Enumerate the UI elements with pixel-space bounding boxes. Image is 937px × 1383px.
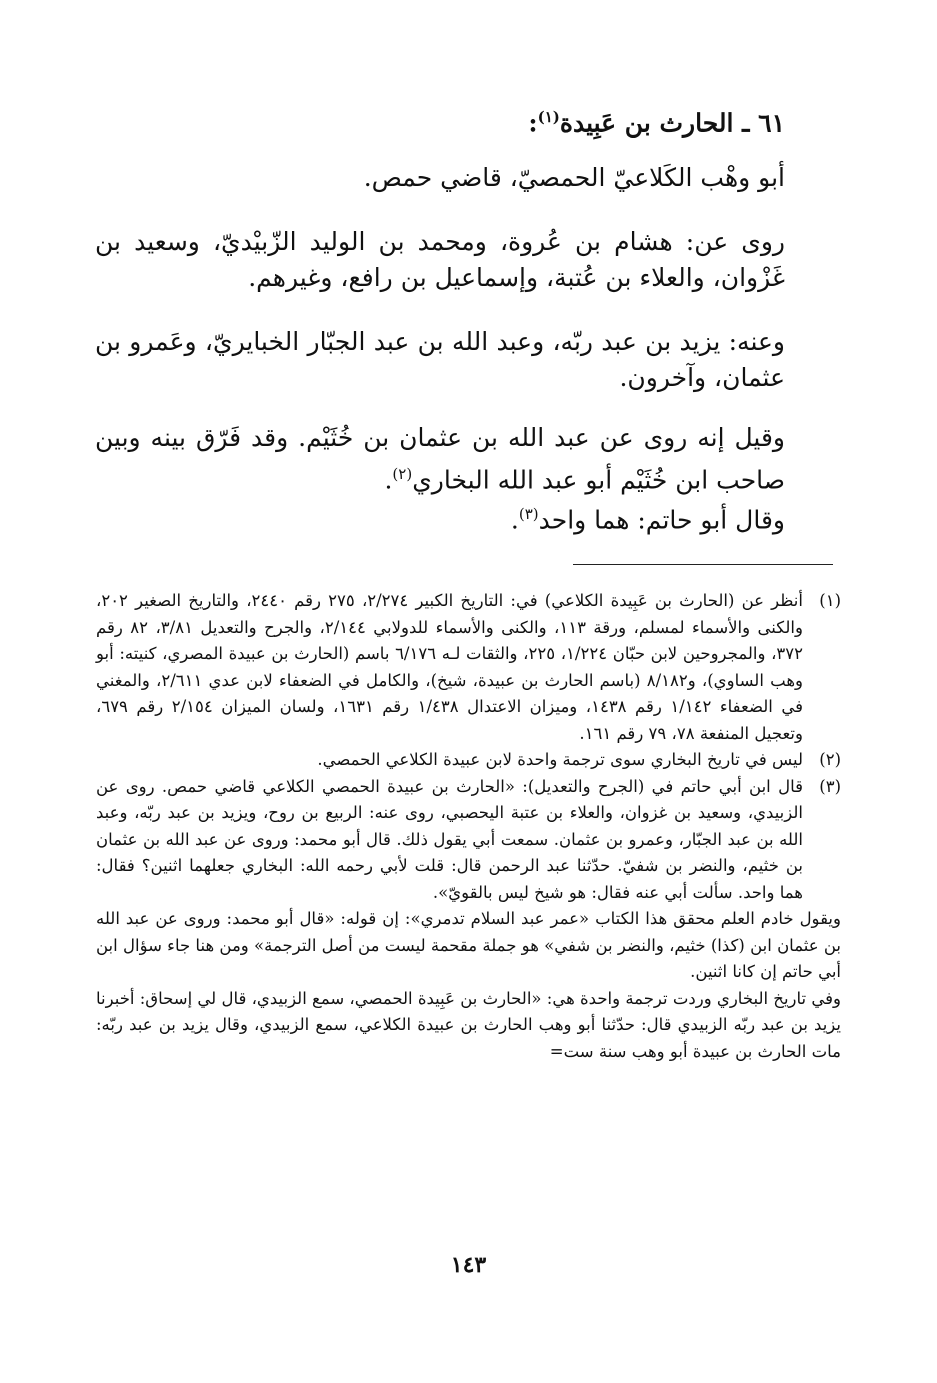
footnote-text: أنظر عن (الحارث بن عَبِيدة الكلاعي) في: التاريخ الكبير ٢/٢٧٤، ٢٧٥ رقم ٢٤٤٠، والتاريخ الصغير ٢٠٢، والكنى والأسماء لمسلم، ورقة ١١٣، والكنى والأسماء للدولابي ٢/١٤٤، والجرح والتعديل ٣/٨١، ٨٢ رقم ٣٧٢، والمجروحين لابن حبّان ١/٢٢٤، ٢٢٥، والثقات لـه ٦/١٧٦ باسم (الحارث بن عبيدة المصري، كنيته: أبو وهب الساوي)، و٨/١٨٢ (باسم الحارث بن عبيدة، شيخ)، والكامل في الضعفاء لابن عدي ٢/٦١١، والمغني في الضعفاء ١/١٤٢ رقم ١٤٣٨، وميزان الاعتدال ١/٤٣٨ رقم ١٦٣١، ولسان الميزان ٢/١٥٤ رقم ٦٧٩، وتعجيل المنفعة ٧٨، ٧٩ رقم ١٦١. (96, 591, 804, 743)
narrators-paragraph: وعنه: يزيد بن عبد ربّه، وعبد الله بن عبد الجبّار الخبايريّ، وعَمرو بن عثمان، وآخرون. (95, 327, 785, 392)
kunya-line: أبو وهْب الكَلاعيّ الحمصيّ، قاضي حمص. (363, 163, 785, 192)
footnote-3 (96, 774, 841, 907)
entry-title (95, 108, 785, 137)
abu-hatim-line (95, 496, 785, 538)
entry-title-text: ٦١ ـ الحارث بن عَبِيدة (559, 108, 785, 138)
footnote-separator (573, 564, 833, 565)
footnote-2 (96, 747, 841, 774)
entry-title-end: : (528, 108, 538, 138)
footnote-ref-1[interactable]: (١) (537, 108, 560, 126)
footnote-number: (٢) (819, 750, 841, 769)
abu-hatim-end: . (510, 505, 519, 535)
footnote-text: ليس في تاريخ البخاري سوى ترجمة واحدة لابن عبيدة الكلاعي الحمصي. (317, 750, 803, 769)
editor-note-1: ويقول خادم العلم محقق هذا الكتاب «عمر عبد السلام تدمري»: إن قوله: «قال أبو محمد: وروى عن عبد الله بن عثمان ابن (كذا) خثيم، والنضر بن شفي» هو جملة مقحمة ليست من أصل الترجمة» ومن هنا جاء سؤال ابن أبي حاتم إن كانا اثنين. (96, 909, 841, 981)
footnote-ref-2[interactable]: (٢) (392, 465, 413, 483)
footnote-ref-3[interactable]: (٣) (518, 505, 539, 523)
footnotes (96, 588, 841, 1065)
said-paragraph (95, 420, 785, 498)
said-paragraph-text: وقيل إنه روى عن عبد الله بن عثمان بن خُثَيْم. وقد فَرّق بينه وبين صاحب ابن خُثَيْم أبو عبد الله البخاري (95, 423, 785, 495)
footnote-number: (١) (819, 591, 841, 610)
abu-hatim-text: وقال أبو حاتم: هما واحد (538, 505, 785, 535)
footnote-1 (96, 588, 841, 747)
footnote-number: (٣) (819, 776, 841, 796)
narrated-from-paragraph: روى عن: هشام بن عُروة، ومحمد بن الوليد الزّبيْديّ، وسعيد بن غَزْوان، والعلاء بن عُتبة، وإسماعيل بن رافع، وغيرهم. (95, 227, 785, 292)
said-paragraph-end: . (384, 465, 393, 495)
page-number: ١٤٣ (450, 1252, 487, 1278)
editor-note-2: وفي تاريخ البخاري وردت ترجمة واحدة هي: «الحارث بن عَبِيدة الحمصي، سمع الزبيدي، قال لي إسحاق: أخبرنا يزيد بن عبد ربّه الزبيدي قال: حدّثنا أبو وهب الحارث بن عبيدة الكلاعي، سمع الزبيدي، وقال يزيد بن عبد ربّه: مات الحارث بن عبيدة أبو وهب سنة ست= (96, 988, 841, 1061)
footnote-text: قال ابن أبي حاتم في (الجرح والتعديل): «الحارث بن عبيدة الحمصي الكلاعي قاضي حمص. روى عن الزبيدي، وسعيد بن غزوان، والعلاء بن عتبة اليحصبي، روى عنه: الربيع بن روح، ويزيد بن عبد ربّه، وعبد الله بن عبد الجبّار، وعمرو بن عثمان. سمعت أبي يقول ذلك. قال أبو محمد: وروى عن عبد الله بن عثمان بن خثيم، والنضر بن شفيّ. حدّثنا عبد الرحمن قال: قلت لأبي رحمه الله: البخاري جعلهما اثنين؟ فقال: هما واحد. سألت أبي عنه فقال: هو شيخ ليس بالقويّ». (96, 776, 803, 902)
